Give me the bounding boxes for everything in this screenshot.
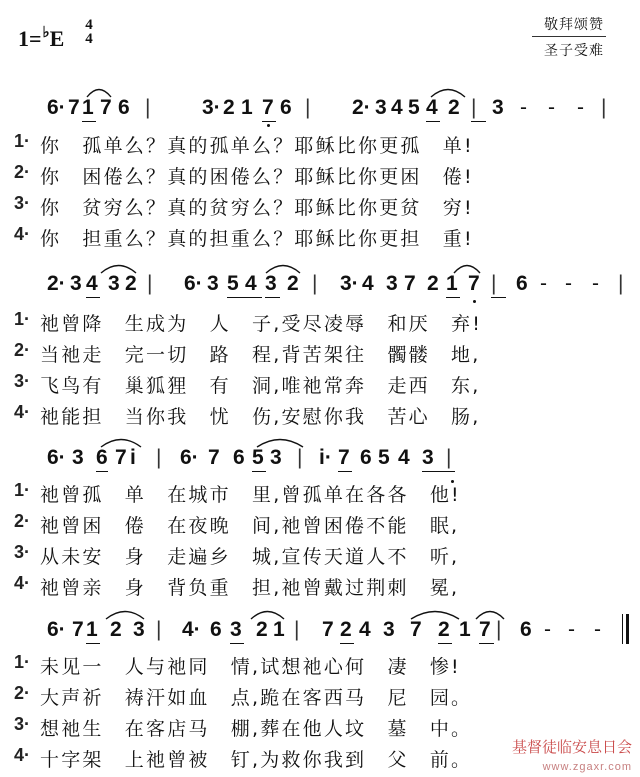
- slur: [86, 86, 112, 98]
- note: 6: [360, 446, 372, 469]
- final-barline: [626, 614, 629, 644]
- note: 1: [459, 618, 471, 641]
- beam-underline: [252, 471, 266, 472]
- note: 2: [438, 618, 450, 641]
- hold-dash: -: [548, 96, 555, 119]
- note: 3: [265, 272, 277, 295]
- note: 7: [338, 446, 350, 469]
- note: 7: [410, 618, 422, 641]
- barline: |: [297, 446, 303, 469]
- barline: |: [496, 618, 502, 641]
- watermark-site-name: 基督徒临安息日会: [511, 739, 632, 756]
- note: 4: [391, 96, 403, 119]
- note: 3: [375, 96, 387, 119]
- beam-underline: [265, 297, 280, 298]
- beam-underline: [227, 297, 262, 298]
- barline: |: [147, 272, 153, 295]
- barline: |: [145, 96, 151, 119]
- beam-underline: [82, 121, 96, 122]
- music-line-1: [0, 96, 640, 130]
- note: 1: [273, 618, 285, 641]
- beam-underline: [491, 297, 506, 298]
- note: 1: [82, 96, 94, 119]
- music-line-3: [0, 446, 640, 480]
- note: 7: [72, 618, 84, 641]
- beam-underline: [230, 643, 244, 644]
- note: 6: [233, 446, 245, 469]
- note: 3: [230, 618, 242, 641]
- key-signature: 1=♭E: [18, 25, 65, 51]
- note: 7: [68, 96, 80, 119]
- beam-underline: [86, 643, 100, 644]
- note: i: [130, 446, 136, 469]
- slur: [100, 436, 142, 448]
- hold-dash: -: [568, 618, 575, 641]
- beam-underline: [422, 471, 455, 472]
- note: 2: [448, 96, 460, 119]
- note: 7: [100, 96, 112, 119]
- note: 6·: [47, 446, 66, 469]
- note: 4: [426, 96, 438, 119]
- note: 3: [492, 96, 504, 119]
- barline: |: [156, 446, 162, 469]
- note: 1: [446, 272, 458, 295]
- note: 3: [386, 272, 398, 295]
- note: 1: [86, 618, 98, 641]
- note: 4: [398, 446, 410, 469]
- hold-dash: -: [565, 272, 572, 295]
- note: 3: [72, 446, 84, 469]
- final-barline-thin: [622, 614, 623, 644]
- note: 3: [70, 272, 82, 295]
- hold-dash: -: [577, 96, 584, 119]
- note: 4: [359, 618, 371, 641]
- note: 2: [110, 618, 122, 641]
- note: 2: [256, 618, 268, 641]
- barline: |: [305, 96, 311, 119]
- beam-underline: [471, 121, 486, 122]
- beam-underline: [426, 121, 440, 122]
- music-line-4: [0, 618, 640, 652]
- slur: [453, 262, 481, 274]
- note: 3·: [202, 96, 221, 119]
- slur: [430, 86, 466, 98]
- note: 7: [404, 272, 416, 295]
- barline: |: [471, 96, 477, 119]
- lower-octave-dot: [473, 300, 476, 303]
- note: 7: [115, 446, 127, 469]
- hold-dash: -: [592, 272, 599, 295]
- note: 1: [241, 96, 253, 119]
- note: 3: [422, 446, 434, 469]
- note: 2: [125, 272, 137, 295]
- note: 3: [270, 446, 282, 469]
- slur: [475, 608, 505, 620]
- note: 6: [520, 618, 532, 641]
- slur: [100, 262, 137, 274]
- note: 5: [408, 96, 420, 119]
- note: 7: [262, 96, 274, 119]
- hymn-category: 敬拜颂赞: [544, 17, 604, 33]
- note: 2: [287, 272, 299, 295]
- note: 7: [479, 618, 491, 641]
- note: 5: [227, 272, 239, 295]
- beam-underline: [96, 471, 108, 472]
- note: 4·: [182, 618, 201, 641]
- note: 6·: [180, 446, 199, 469]
- note: 4: [362, 272, 374, 295]
- lower-octave-dot: [267, 124, 270, 127]
- barline: |: [156, 618, 162, 641]
- time-signature: 4 4: [85, 17, 93, 47]
- note: 2·: [47, 272, 66, 295]
- beam-underline: [438, 643, 452, 644]
- beam-underline: [262, 121, 276, 122]
- note: 4: [245, 272, 257, 295]
- hold-dash: -: [544, 618, 551, 641]
- note: 6·: [184, 272, 203, 295]
- hold-dash: -: [540, 272, 547, 295]
- note: 6·: [47, 96, 66, 119]
- note: 2: [223, 96, 235, 119]
- barline: |: [294, 618, 300, 641]
- category-divider: [532, 36, 606, 37]
- note: 2: [340, 618, 352, 641]
- note: 3: [207, 272, 219, 295]
- note: 6: [210, 618, 222, 641]
- beam-underline: [86, 297, 100, 298]
- note: 2: [427, 272, 439, 295]
- note: 3: [133, 618, 145, 641]
- note: 5: [252, 446, 264, 469]
- hymn-subcategory: 圣子受难: [544, 43, 604, 59]
- slur: [105, 608, 145, 620]
- note: 7: [322, 618, 334, 641]
- barline: |: [618, 272, 624, 295]
- music-line-2: [0, 272, 640, 306]
- barline: |: [446, 446, 452, 469]
- hold-dash: -: [520, 96, 527, 119]
- note: i·: [319, 446, 332, 469]
- note: 6: [516, 272, 528, 295]
- barline: |: [312, 272, 318, 295]
- note: 3: [383, 618, 395, 641]
- note: 7: [208, 446, 220, 469]
- beam-underline: [338, 471, 352, 472]
- note: 3: [108, 272, 120, 295]
- slur: [410, 608, 460, 620]
- note: 6: [280, 96, 292, 119]
- barline: |: [601, 96, 607, 119]
- note: 2·: [352, 96, 371, 119]
- beam-underline: [446, 297, 460, 298]
- slur: [265, 262, 301, 274]
- beam-underline: [479, 643, 494, 644]
- hold-dash: -: [594, 618, 601, 641]
- note: 4: [86, 272, 98, 295]
- note: 6·: [47, 618, 66, 641]
- note: 6: [96, 446, 108, 469]
- note: 7: [468, 272, 480, 295]
- barline: |: [491, 272, 497, 295]
- note: 6: [118, 96, 130, 119]
- note: 3·: [340, 272, 359, 295]
- watermark-url: www.zgaxr.com: [542, 761, 632, 773]
- beam-underline: [340, 643, 354, 644]
- note: 5: [378, 446, 390, 469]
- slur: [256, 436, 304, 448]
- slur: [250, 608, 285, 620]
